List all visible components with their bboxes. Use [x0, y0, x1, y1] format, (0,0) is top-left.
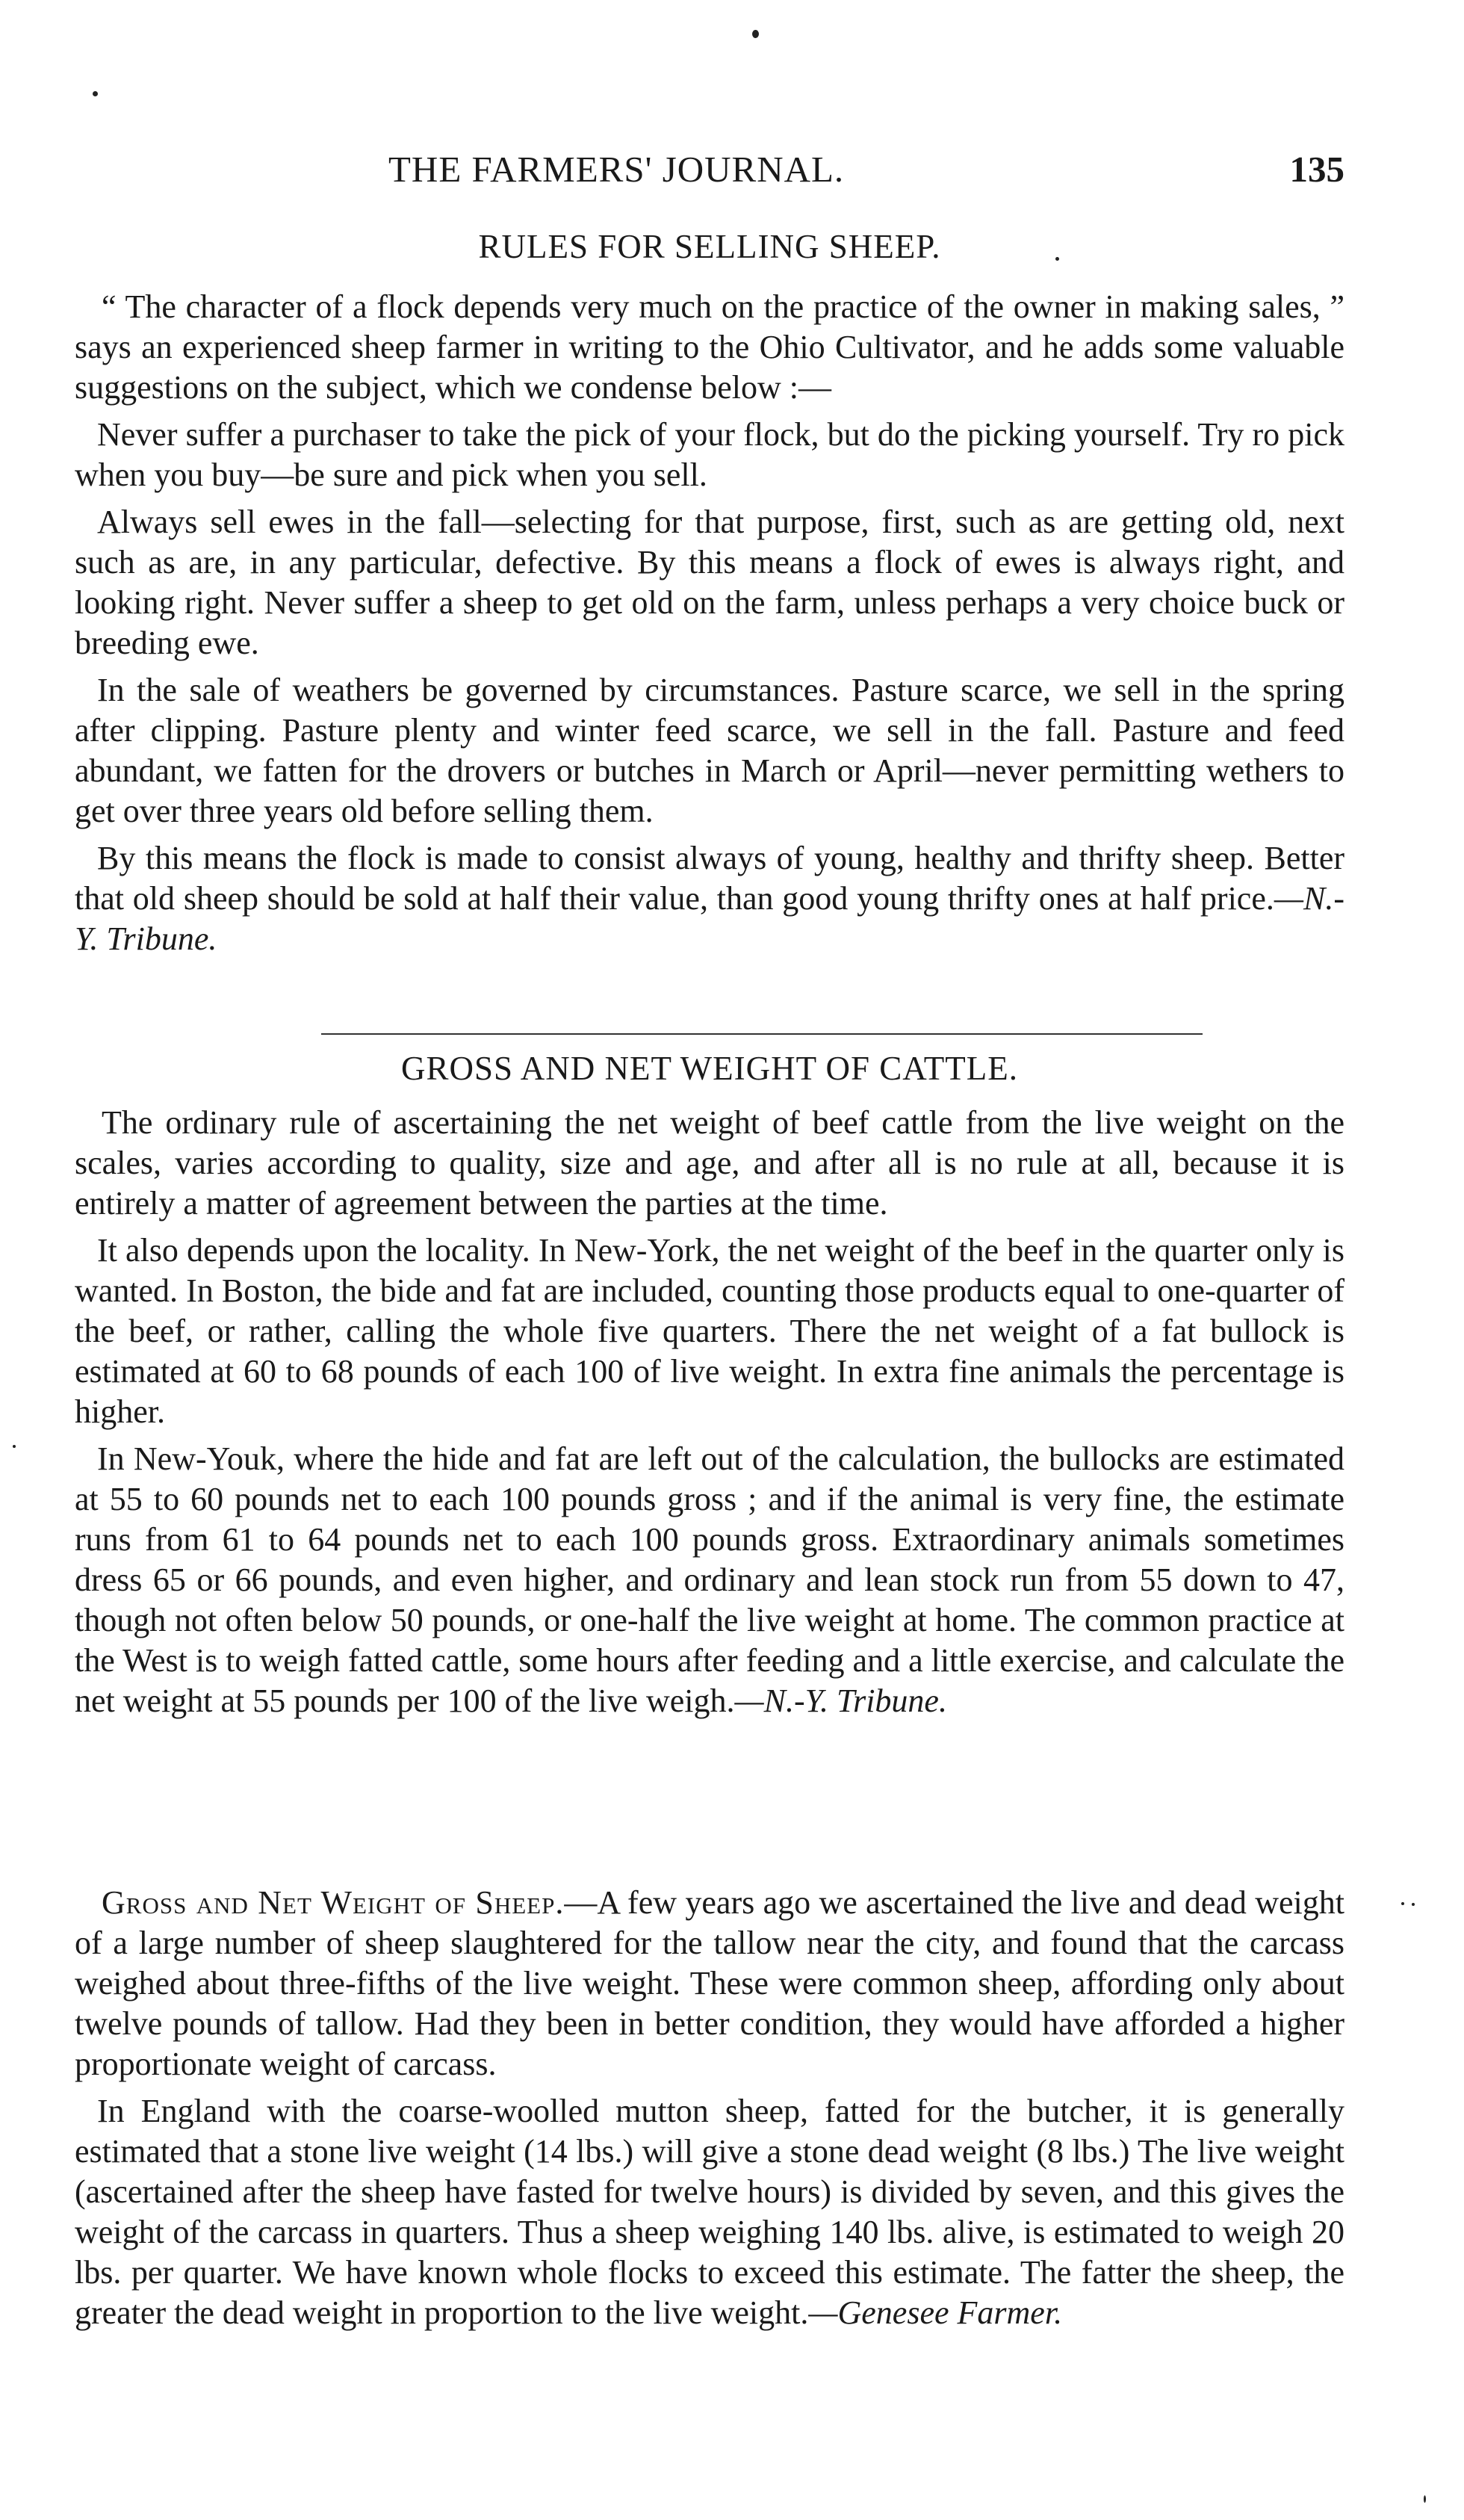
source-credit: —N.-Y. Tribune. [75, 880, 1344, 957]
article-paragraph: Never suffer a purchaser to take the pick of your flock, but do the picking yourself. Try ro pick when you buy—be sure and pick when you sell. [75, 416, 1344, 493]
ink-speck [1424, 2495, 1426, 2503]
paragraph-text: In England with the coarse-woolled mutton sheep, fatted for the butcher, it is generally estimated that a stone live weight (14 lbs.) will give a stone dead weight (8 lbs.) The live weight (ascertained after the sheep have fasted for twelve hours) is divided by seven, and this gives the weight of the carcass in quarters. Thus a sheep weighing 140 lbs. alive, is estimated to weigh 20 lbs. per quarter. We have known whole flocks to exceed this estimate. The fatter the sheep, the greater the dead weight in proportion to the live weight. [75, 2093, 1344, 2331]
article-rules-for-selling-sheep [75, 287, 1344, 966]
source-credit: —N.-Y. Tribune. [734, 1682, 947, 1719]
article-gross-and-net-weight-of-sheep [75, 1883, 1344, 2340]
ink-speck [13, 1445, 16, 1448]
section-divider [321, 1033, 1203, 1035]
ink-speck [752, 30, 759, 38]
article-paragraph: The ordinary rule of ascertaining the net weight of beef cattle from the live weight on the scales, varies according to quality, size and age, and after all is no rule at all, because it is entirely a matter of agreement between the parties at the time. [75, 1104, 1344, 1222]
paragraph-text: By this means the flock is made to consist always of young, healthy and thrifty sheep. Better that old sheep should be sold at half their value, than good young thrifty ones at half price. [75, 840, 1344, 917]
article-paragraph [75, 1883, 1344, 2084]
article-paragraph: “ The character of a flock depends very much on the practice of the owner in making sales, ” says an experienced sheep farmer in writing to the Ohio Cultivator, and he adds some valuable suggestions on the subject, which we condense below :— [75, 288, 1344, 406]
article-paragraph [75, 1439, 1344, 1721]
ink-speck [1401, 1902, 1404, 1905]
article-paragraph: It also depends upon the locality. In New-York, the net weight of the beef in the quarter only is wanted. In Boston, the bide and fat are included, counting those products equal to one-quarter of the beef, or rather, calling the whole five quarters. There the net weight of a fat bullock is estimated at 60 to 68 pounds of each 100 of live weight. In extra fine animals the percentage is higher. [75, 1232, 1344, 1430]
ink-speck [1412, 1903, 1415, 1906]
paragraph-text: —A few years ago we ascertained the live and dead weight of a large number of sheep slaughtered for the tallow near the city, and found that the carcass weighed about three-fifths of the live weight. These were common sheep, affording only about twelve pounds of tallow. Had they been in better condition, they would have afforded a higher proportionate weight of carcass. [75, 1884, 1345, 2082]
article-title: GROSS AND NET WEIGHT OF CATTLE. [400, 1050, 1019, 1087]
journal-title: THE FARMERS' JOURNAL. [388, 149, 845, 190]
inline-heading: Gross and Net Weight of Sheep. [102, 1884, 565, 1921]
article-paragraph: In the sale of weathers be governed by circumstances. Pasture scarce, we sell in the spring after clipping. Pasture plenty and winter feed scarce, we sell in the fall. Pasture and feed abundant, we fatten for the drovers or butches in March or April—never permitting wethers to get over three years old before selling them. [75, 672, 1344, 829]
running-head [75, 148, 1344, 200]
article-paragraph: Always sell ewes in the fall—selecting for that purpose, first, such as are getting old, next such as are, in any particular, defective. By this means a flock of ewes is always right, and looking right. Never suffer a sheep to get old on the farm, unless perhaps a very choice buck or breeding ewe. [75, 504, 1344, 661]
article-title: RULES FOR SELLING SHEEP. [478, 228, 941, 265]
article-paragraph [75, 838, 1344, 959]
ink-speck [93, 91, 98, 96]
source-credit: —Genesee Farmer. [808, 2294, 1063, 2331]
page-number: 135 [1289, 149, 1344, 190]
paragraph-text: In New-Youk, where the hide and fat are left out of the calculation, the bullocks are estimated at 55 to 60 pounds net to each 100 pounds gross ; and if the animal is very fine, the estimate runs from 61 to 64 pounds net to each 100 pounds gross. Extraordinary animals sometimes dress 65 or 66 pounds, and even higher, and ordinary and lean stock run from 55 down to 47, though not often below 50 pounds, or one-half the live weight at home. The common practice at the West is to weigh fatted cattle, some hours after feeding and a little exercise, and calculate the net weight at 55 pounds per 100 of the live weigh. [75, 1440, 1344, 1719]
article-gross-and-net-weight-of-cattle [75, 1103, 1344, 1728]
article-paragraph [75, 2091, 1344, 2333]
